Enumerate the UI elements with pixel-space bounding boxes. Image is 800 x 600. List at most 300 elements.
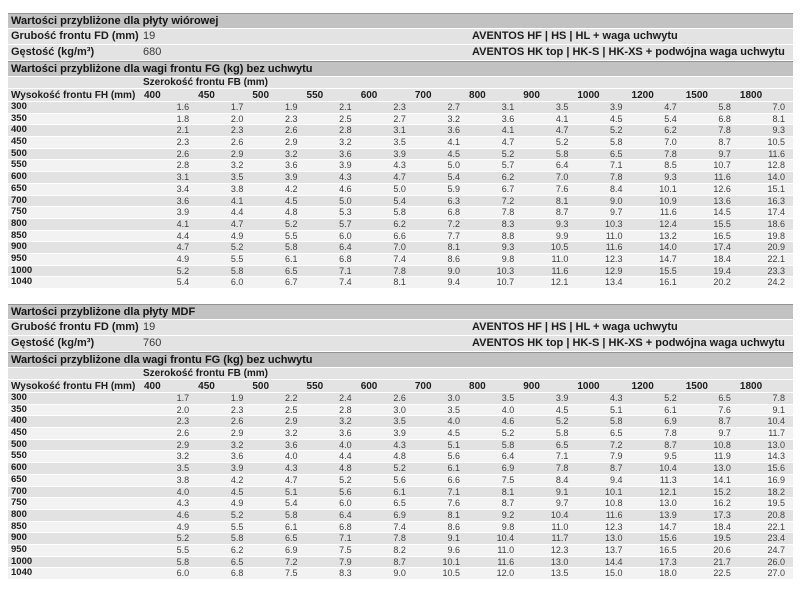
weight-value: 5.2 bbox=[501, 148, 515, 159]
weight-value: 6.9 bbox=[501, 463, 515, 474]
weight-value: 11.6 bbox=[497, 556, 515, 567]
weight-value: 4.1 bbox=[176, 218, 190, 229]
weight-value: 14.1 bbox=[713, 474, 731, 485]
weight-value: 5.7 bbox=[339, 218, 352, 229]
weight-value: 6.0 bbox=[230, 277, 244, 288]
row-height-label: 300 bbox=[11, 101, 27, 112]
table-row-fh-500 bbox=[8, 149, 793, 161]
weight-value: 4.5 bbox=[610, 113, 623, 124]
weight-value: 4.7 bbox=[230, 218, 244, 229]
column-header-fb-1200: 1200 bbox=[631, 381, 654, 392]
weight-value: 6.5 bbox=[285, 265, 298, 276]
weight-value: 2.7 bbox=[393, 113, 406, 124]
weight-value: 13.7 bbox=[605, 544, 623, 555]
weight-value: 8.5 bbox=[664, 160, 677, 171]
weight-value: 8.7 bbox=[664, 439, 677, 450]
weight-value: 8.8 bbox=[501, 230, 515, 241]
weight-value: 7.6 bbox=[718, 404, 731, 415]
weight-value: 5.2 bbox=[230, 509, 244, 520]
weight-value: 10.4 bbox=[767, 416, 786, 427]
weight-value: 8.4 bbox=[555, 474, 569, 485]
weight-value: 6.5 bbox=[285, 533, 298, 544]
weight-value: 11.6 bbox=[768, 148, 786, 159]
weight-value: 10.4 bbox=[550, 509, 569, 520]
row-height-label: 700 bbox=[11, 485, 27, 497]
weight-value: 4.3 bbox=[339, 172, 352, 183]
weight-value: 20.6 bbox=[713, 544, 731, 555]
weight-value: 10.3 bbox=[605, 218, 623, 229]
weight-value: 19.8 bbox=[767, 230, 786, 241]
weight-value: 3.6 bbox=[339, 428, 352, 439]
weight-value: 12.6 bbox=[713, 183, 731, 194]
weight-value: 15.2 bbox=[713, 486, 731, 497]
weight-value: 15.5 bbox=[659, 265, 677, 276]
column-header-fb-500: 500 bbox=[252, 381, 270, 392]
weight-value: 7.5 bbox=[501, 474, 515, 485]
weight-value: 5.5 bbox=[285, 230, 298, 241]
weight-value: 5.2 bbox=[176, 265, 190, 276]
weight-value: 10.8 bbox=[605, 498, 623, 509]
weight-value: 7.8 bbox=[772, 393, 786, 403]
weight-value: 4.1 bbox=[447, 137, 461, 148]
weight-value: 16.1 bbox=[659, 277, 677, 288]
weight-value: 2.9 bbox=[285, 416, 298, 427]
weight-value: 6.4 bbox=[501, 451, 515, 462]
weight-value: 3.6 bbox=[339, 148, 352, 159]
weight-value: 3.1 bbox=[393, 125, 406, 136]
weight-value: 6.0 bbox=[176, 568, 190, 579]
table-row-fh-900 bbox=[8, 242, 793, 254]
weight-value: 3.0 bbox=[447, 393, 461, 403]
info-row-front-thickness bbox=[8, 320, 793, 336]
weight-value: 2.7 bbox=[447, 102, 461, 112]
weight-value: 6.1 bbox=[393, 486, 406, 497]
weight-value: 4.2 bbox=[285, 183, 298, 194]
weight-value: 11.6 bbox=[551, 265, 569, 276]
weight-value: 3.1 bbox=[501, 102, 515, 112]
weight-value: 9.3 bbox=[555, 218, 569, 229]
weight-value: 3.5 bbox=[176, 463, 190, 474]
weight-value: 2.0 bbox=[176, 404, 190, 415]
weight-value: 11.0 bbox=[551, 521, 569, 532]
weight-value: 5.8 bbox=[393, 207, 406, 218]
weight-value: 11.9 bbox=[714, 451, 731, 462]
weight-value: 8.1 bbox=[555, 195, 569, 206]
weight-value: 2.9 bbox=[230, 148, 244, 159]
weight-value: 1.8 bbox=[176, 113, 190, 124]
weight-value: 6.0 bbox=[339, 498, 352, 509]
weight-value: 12.3 bbox=[605, 253, 623, 264]
weight-value: 11.0 bbox=[497, 544, 515, 555]
table-row-fh-300 bbox=[8, 102, 793, 114]
table-row-fh-450 bbox=[8, 137, 793, 149]
weight-value: 13.0 bbox=[767, 439, 786, 450]
weight-value: 22.1 bbox=[767, 253, 786, 264]
weight-value: 9.0 bbox=[610, 195, 623, 206]
weight-value: 5.2 bbox=[393, 463, 406, 474]
front-height-header: Wysokość frontu FH (mm) bbox=[11, 381, 136, 392]
weight-value: 5.4 bbox=[447, 172, 461, 183]
row-height-label: 750 bbox=[11, 206, 27, 218]
weight-value: 8.1 bbox=[393, 277, 406, 288]
column-header-fb-1500: 1500 bbox=[685, 90, 708, 101]
weight-value: 2.3 bbox=[285, 113, 298, 124]
section-subtitle: Wartości przybliżone dla wagi frontu FG (kg) bez uchwytu bbox=[8, 352, 793, 368]
weight-value: 7.1 bbox=[339, 533, 352, 544]
table-row-fh-850 bbox=[8, 522, 793, 534]
weight-value: 4.7 bbox=[176, 242, 190, 253]
row-height-label: 950 bbox=[11, 252, 27, 264]
weight-value: 17.4 bbox=[767, 207, 786, 218]
weight-value: 10.5 bbox=[442, 568, 461, 579]
weight-value: 3.9 bbox=[393, 148, 406, 159]
column-header-fb-600: 600 bbox=[360, 381, 378, 392]
weight-value: 5.8 bbox=[230, 533, 244, 544]
weight-value: 12.9 bbox=[605, 265, 623, 276]
weight-value: 1.9 bbox=[285, 102, 298, 112]
weight-value: 2.2 bbox=[285, 393, 298, 403]
table-row-fh-650 bbox=[8, 475, 793, 487]
weight-value: 8.4 bbox=[610, 183, 623, 194]
column-headers bbox=[143, 380, 793, 392]
weight-value: 6.7 bbox=[285, 277, 298, 288]
weight-value: 3.4 bbox=[176, 183, 190, 194]
row-height-label: 500 bbox=[11, 438, 27, 450]
aventos-hf-hs-hl-note: AVENTOS HF | HS | HL + waga uchwytu bbox=[472, 321, 678, 333]
weight-value: 14.0 bbox=[767, 172, 786, 183]
weight-value: 9.8 bbox=[501, 253, 515, 264]
weight-value: 9.4 bbox=[610, 474, 623, 485]
weight-value: 4.7 bbox=[285, 474, 298, 485]
section-title: Wartości przybliżone dla płyty wiórowej bbox=[8, 13, 793, 29]
weight-value: 3.9 bbox=[285, 172, 298, 183]
weight-value: 8.7 bbox=[718, 416, 731, 427]
weight-value: 13.0 bbox=[550, 556, 569, 567]
weight-value: 4.1 bbox=[501, 125, 515, 136]
row-height-label: 850 bbox=[11, 520, 27, 532]
weight-value: 9.7 bbox=[610, 207, 623, 218]
weight-value: 5.1 bbox=[610, 404, 623, 415]
weight-value: 12.0 bbox=[496, 568, 515, 579]
weight-value: 5.8 bbox=[285, 242, 298, 253]
weight-value: 13.5 bbox=[550, 568, 569, 579]
table-row-fh-350 bbox=[8, 405, 793, 417]
column-header-fb-450: 450 bbox=[198, 381, 215, 392]
weight-value: 7.2 bbox=[285, 556, 298, 567]
row-height-label: 950 bbox=[11, 543, 27, 555]
weight-value: 7.4 bbox=[393, 253, 406, 264]
weight-value: 4.3 bbox=[610, 393, 623, 403]
weight-value: 5.8 bbox=[176, 556, 190, 567]
aventos-hf-hs-hl-note: AVENTOS HF | HS | HL + waga uchwytu bbox=[472, 30, 678, 42]
weight-value: 4.5 bbox=[230, 486, 244, 497]
weight-value: 5.9 bbox=[447, 183, 461, 194]
weight-value: 6.8 bbox=[339, 521, 352, 532]
weight-value: 7.5 bbox=[339, 544, 352, 555]
weight-value: 19.5 bbox=[767, 498, 786, 509]
weight-value: 9.0 bbox=[447, 265, 461, 276]
weight-value: 6.2 bbox=[393, 218, 406, 229]
table-row-fh-600 bbox=[8, 463, 793, 475]
weight-value: 6.0 bbox=[339, 230, 352, 241]
weight-value: 2.3 bbox=[393, 102, 406, 112]
weight-value: 6.5 bbox=[230, 556, 244, 567]
weight-value: 11.3 bbox=[659, 474, 677, 485]
weight-value: 7.2 bbox=[447, 218, 461, 229]
weight-value: 6.5 bbox=[555, 439, 569, 450]
weight-value: 11.6 bbox=[605, 509, 623, 520]
weight-value: 9.0 bbox=[393, 568, 406, 579]
weight-value: 8.7 bbox=[555, 207, 569, 218]
weight-value: 2.9 bbox=[176, 439, 190, 450]
weight-value: 2.6 bbox=[230, 137, 244, 148]
weight-value: 17.3 bbox=[659, 556, 677, 567]
weight-value: 7.5 bbox=[285, 568, 298, 579]
weight-value: 3.2 bbox=[339, 137, 352, 148]
table-header-columns bbox=[8, 89, 793, 102]
weight-table-body bbox=[8, 102, 793, 289]
weight-value: 8.7 bbox=[501, 498, 515, 509]
weight-value: 3.1 bbox=[176, 172, 190, 183]
column-header-fb-500: 500 bbox=[252, 90, 270, 101]
weight-value: 3.9 bbox=[339, 160, 352, 171]
weight-value: 5.8 bbox=[718, 102, 731, 112]
weight-value: 13.9 bbox=[659, 509, 677, 520]
weight-value: 7.8 bbox=[393, 533, 406, 544]
column-header-fb-1000: 1000 bbox=[577, 381, 600, 392]
weight-value: 9.4 bbox=[447, 277, 461, 288]
weight-value: 6.8 bbox=[447, 207, 461, 218]
weight-value: 8.3 bbox=[501, 218, 515, 229]
weight-value: 26.0 bbox=[767, 556, 786, 567]
weight-value: 6.4 bbox=[339, 242, 352, 253]
weight-table-body bbox=[8, 393, 793, 580]
weight-value: 4.0 bbox=[447, 416, 461, 427]
weight-value: 4.0 bbox=[176, 486, 190, 497]
table-row-fh-400 bbox=[8, 125, 793, 137]
weight-value: 3.9 bbox=[230, 463, 244, 474]
weight-value: 20.9 bbox=[767, 242, 786, 253]
weight-value: 7.8 bbox=[555, 463, 569, 474]
weight-value: 3.2 bbox=[285, 148, 298, 159]
weight-value: 9.7 bbox=[718, 428, 731, 439]
weight-value: 8.7 bbox=[718, 137, 731, 148]
weight-value: 12.8 bbox=[767, 160, 786, 171]
column-header-fb-1000: 1000 bbox=[577, 90, 600, 101]
weight-value: 5.6 bbox=[393, 474, 406, 485]
row-height-label: 550 bbox=[11, 159, 27, 171]
weight-value: 8.3 bbox=[339, 568, 352, 579]
weight-value: 11.0 bbox=[551, 253, 569, 264]
aventos-hk-note: AVENTOS HK top | HK-S | HK-XS + podwójna waga uchwytu bbox=[472, 337, 785, 349]
weight-value: 12.3 bbox=[550, 544, 569, 555]
weight-value: 4.2 bbox=[230, 474, 244, 485]
weight-value: 18.4 bbox=[713, 521, 731, 532]
weight-value: 13.6 bbox=[713, 195, 731, 206]
weight-value: 11.6 bbox=[605, 242, 623, 253]
weight-value: 3.6 bbox=[501, 113, 515, 124]
row-height-label: 800 bbox=[11, 508, 27, 520]
weight-value: 5.0 bbox=[393, 183, 406, 194]
weight-value: 9.1 bbox=[772, 404, 786, 415]
weight-value: 6.6 bbox=[393, 230, 406, 241]
weight-value: 4.3 bbox=[393, 160, 406, 171]
weight-value: 9.7 bbox=[718, 148, 731, 159]
weight-value: 5.2 bbox=[664, 393, 677, 403]
weight-value: 7.8 bbox=[664, 428, 677, 439]
row-height-label: 400 bbox=[11, 415, 27, 427]
weight-value: 18.6 bbox=[767, 218, 786, 229]
weight-value: 3.2 bbox=[447, 113, 461, 124]
row-height-label: 450 bbox=[11, 136, 27, 148]
weight-value: 7.0 bbox=[393, 242, 406, 253]
weight-value: 2.1 bbox=[339, 102, 352, 112]
weight-value: 5.8 bbox=[285, 509, 298, 520]
table-row-fh-900 bbox=[8, 533, 793, 545]
weight-value: 3.9 bbox=[610, 102, 623, 112]
table-header-width bbox=[8, 77, 793, 89]
row-height-label: 800 bbox=[11, 217, 27, 229]
weight-value: 18.4 bbox=[713, 253, 731, 264]
front-thickness-value: 19 bbox=[143, 321, 156, 333]
weight-value: 3.2 bbox=[176, 451, 190, 462]
weight-value: 8.7 bbox=[393, 556, 406, 567]
front-height-header: Wysokość frontu FH (mm) bbox=[11, 90, 136, 101]
aventos-hk-note: AVENTOS HK top | HK-S | HK-XS + podwójna waga uchwytu bbox=[472, 46, 785, 58]
column-header-fb-1800: 1800 bbox=[739, 90, 763, 101]
weight-value: 5.2 bbox=[285, 218, 298, 229]
weight-value: 5.3 bbox=[339, 207, 352, 218]
table-header-width bbox=[8, 368, 793, 380]
weight-value: 5.0 bbox=[339, 195, 352, 206]
row-height-label: 1040 bbox=[11, 276, 33, 288]
weight-value: 6.8 bbox=[230, 568, 244, 579]
weight-value: 14.5 bbox=[713, 207, 731, 218]
weight-value: 19.4 bbox=[713, 265, 731, 276]
weight-value: 3.6 bbox=[447, 125, 461, 136]
weight-value: 2.6 bbox=[285, 125, 298, 136]
weight-value: 15.0 bbox=[605, 568, 623, 579]
weight-value: 9.3 bbox=[664, 172, 677, 183]
weight-value: 3.0 bbox=[393, 404, 406, 415]
weight-value: 5.8 bbox=[555, 428, 569, 439]
weight-value: 11.6 bbox=[714, 172, 731, 183]
table-row-fh-400 bbox=[8, 416, 793, 428]
weight-value: 16.3 bbox=[767, 195, 786, 206]
weight-value: 2.9 bbox=[285, 137, 298, 148]
weight-value: 4.9 bbox=[230, 230, 244, 241]
weight-value: 5.2 bbox=[555, 416, 569, 427]
table-row-fh-700 bbox=[8, 487, 793, 499]
row-height-label: 650 bbox=[11, 182, 27, 194]
weight-value: 12.1 bbox=[550, 277, 569, 288]
weight-value: 9.1 bbox=[555, 486, 569, 497]
weight-value: 4.8 bbox=[285, 207, 298, 218]
weight-value: 4.7 bbox=[555, 125, 569, 136]
row-height-label: 550 bbox=[11, 450, 27, 462]
weight-value: 5.7 bbox=[501, 160, 515, 171]
column-header-fb-700: 700 bbox=[414, 90, 432, 101]
weight-value: 3.5 bbox=[393, 416, 406, 427]
weight-value: 14.4 bbox=[605, 556, 623, 567]
weight-value: 10.4 bbox=[496, 533, 515, 544]
weight-value: 9.1 bbox=[447, 533, 461, 544]
info-row-front-thickness bbox=[8, 29, 793, 45]
weight-value: 12.4 bbox=[659, 218, 677, 229]
weight-value: 11.7 bbox=[768, 428, 786, 439]
weight-value: 2.0 bbox=[230, 113, 244, 124]
weight-value: 5.4 bbox=[285, 498, 298, 509]
weight-value: 2.3 bbox=[230, 125, 244, 136]
weight-value: 3.5 bbox=[555, 102, 569, 112]
weight-value: 3.6 bbox=[285, 160, 298, 171]
weight-value: 5.5 bbox=[176, 544, 190, 555]
weight-value: 3.6 bbox=[230, 451, 244, 462]
weight-value: 7.6 bbox=[447, 498, 461, 509]
row-height-label: 500 bbox=[11, 147, 27, 159]
table-row-fh-550 bbox=[8, 451, 793, 463]
weight-value: 4.4 bbox=[176, 230, 190, 241]
weight-value: 4.9 bbox=[176, 521, 190, 532]
weight-value: 13.4 bbox=[605, 277, 623, 288]
front-thickness-label: Grubość frontu FD (mm) bbox=[11, 321, 139, 333]
weight-value: 13.2 bbox=[659, 230, 677, 241]
weight-value: 2.8 bbox=[339, 404, 352, 415]
info-row-density bbox=[8, 336, 793, 352]
weight-value: 4.4 bbox=[230, 207, 244, 218]
weight-value: 4.9 bbox=[176, 253, 190, 264]
weight-value: 7.0 bbox=[772, 102, 786, 112]
weight-value: 2.3 bbox=[176, 416, 190, 427]
weight-value: 23.3 bbox=[767, 265, 786, 276]
weight-value: 1.7 bbox=[176, 393, 190, 403]
weight-value: 6.9 bbox=[285, 544, 298, 555]
weight-value: 4.8 bbox=[393, 451, 406, 462]
weight-value: 5.1 bbox=[447, 439, 461, 450]
weight-value: 6.8 bbox=[339, 253, 352, 264]
weight-value: 10.1 bbox=[605, 486, 623, 497]
weight-value: 4.4 bbox=[339, 451, 352, 462]
weight-value: 4.6 bbox=[501, 416, 515, 427]
weight-value: 7.2 bbox=[610, 439, 623, 450]
weight-value: 14.3 bbox=[767, 451, 786, 462]
weight-value: 4.0 bbox=[339, 439, 352, 450]
weight-value: 5.1 bbox=[285, 486, 298, 497]
table-row-fh-950 bbox=[8, 545, 793, 557]
weight-value: 14.7 bbox=[659, 253, 677, 264]
weight-value: 7.8 bbox=[664, 148, 677, 159]
weight-value: 17.4 bbox=[713, 242, 731, 253]
weight-value: 20.8 bbox=[767, 509, 786, 520]
table-row-fh-1000 bbox=[8, 266, 793, 278]
density-value: 760 bbox=[143, 337, 162, 349]
weight-value: 6.2 bbox=[501, 172, 515, 183]
weight-value: 9.3 bbox=[772, 125, 786, 136]
weight-value: 23.4 bbox=[767, 533, 786, 544]
weight-value: 10.1 bbox=[442, 556, 461, 567]
weight-value: 6.1 bbox=[447, 463, 461, 474]
table-row-fh-600 bbox=[8, 172, 793, 184]
table-row-fh-800 bbox=[8, 219, 793, 231]
weight-value: 15.6 bbox=[659, 533, 677, 544]
weight-value: 4.0 bbox=[285, 451, 298, 462]
weight-value: 15.5 bbox=[713, 218, 731, 229]
weight-value: 5.2 bbox=[501, 428, 515, 439]
weight-value: 4.6 bbox=[176, 509, 190, 520]
weight-value: 14.0 bbox=[659, 242, 677, 253]
weight-value: 5.2 bbox=[339, 474, 352, 485]
weight-value: 24.2 bbox=[767, 277, 786, 288]
